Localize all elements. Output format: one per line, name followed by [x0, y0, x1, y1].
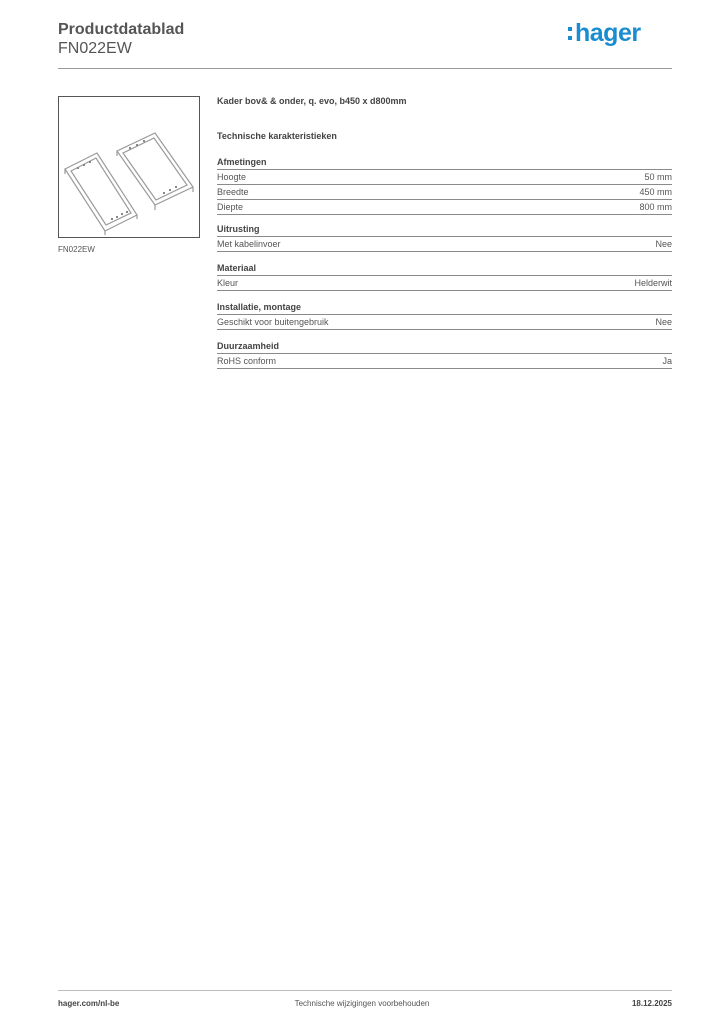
- logo-text: hager: [575, 19, 641, 47]
- spec-label: Kleur: [217, 278, 239, 288]
- image-caption: FN022EW: [58, 245, 95, 254]
- section-installatie: [217, 301, 672, 330]
- spec-row: [217, 237, 672, 252]
- spec-value: 50 mm: [644, 172, 672, 182]
- product-code: FN022EW: [58, 40, 132, 57]
- footer-date: 18.12.2025: [631, 999, 672, 1008]
- header-divider: [58, 68, 672, 69]
- spec-value: Helderwit: [634, 278, 672, 288]
- product-title: Kader bov& & onder, q. evo, b450 x d800mm: [217, 96, 407, 106]
- spec-row: [217, 315, 672, 330]
- logo-dot-bottom: [568, 36, 572, 40]
- section-duurzaamheid: [217, 340, 672, 369]
- spec-row: [217, 170, 672, 185]
- footer-divider: [58, 990, 672, 991]
- section-heading: Materiaal: [217, 262, 672, 276]
- frame-illustration: [59, 97, 199, 237]
- section-heading: Installatie, montage: [217, 301, 672, 315]
- section-heading: Duurzaamheid: [217, 340, 672, 354]
- spec-row: [217, 200, 672, 215]
- spec-value: 450 mm: [639, 187, 672, 197]
- footer-notice: Technische wijzigingen voorbehouden: [294, 999, 430, 1008]
- page-title: Productdatablad: [58, 21, 185, 38]
- spec-row: [217, 276, 672, 291]
- section-afmetingen: [217, 156, 672, 215]
- spec-row: [217, 185, 672, 200]
- footer-website-link[interactable]: hager.com/nl-be: [58, 999, 120, 1008]
- hager-logo: [567, 14, 657, 50]
- product-image: [58, 96, 200, 238]
- section-heading: Uitrusting: [217, 223, 672, 237]
- spec-label: Diepte: [217, 202, 244, 212]
- logo-dot-top: [568, 27, 572, 31]
- spec-row: [217, 354, 672, 369]
- spec-label: Hoogte: [217, 172, 247, 182]
- tech-heading: Technische karakteristieken: [217, 131, 337, 141]
- section-heading: Afmetingen: [217, 156, 672, 170]
- section-materiaal: [217, 262, 672, 291]
- spec-value: Ja: [662, 356, 672, 366]
- section-uitrusting: [217, 223, 672, 252]
- spec-value: Nee: [655, 239, 672, 249]
- spec-label: Geschikt voor buitengebruik: [217, 317, 329, 327]
- spec-value: 800 mm: [639, 202, 672, 212]
- spec-value: Nee: [655, 317, 672, 327]
- spec-label: RoHS conform: [217, 356, 277, 366]
- spec-label: Breedte: [217, 187, 249, 197]
- spec-label: Met kabelinvoer: [217, 239, 281, 249]
